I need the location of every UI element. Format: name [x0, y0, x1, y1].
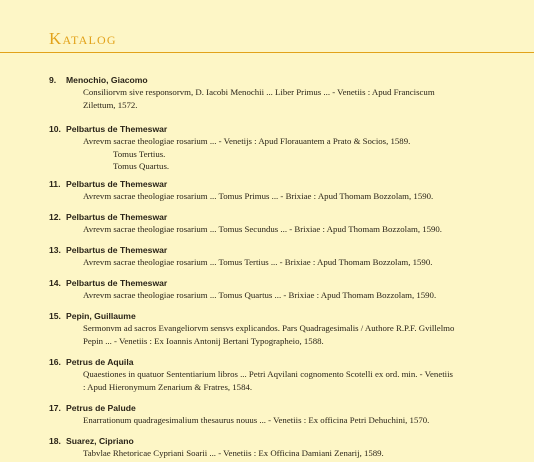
entry-number: 13. [49, 245, 61, 255]
entry-description [83, 86, 501, 111]
entry-line: Avrevm sacrae theologiae rosarium ... - Venetijs : Apud Florauantem a Prato & Socios, 1589. [83, 136, 411, 146]
entry-line: : Apud Hieronymum Zenarium & Fratres, 1584. [83, 381, 253, 392]
entry-author: Pelbartus de Themeswar [66, 212, 168, 222]
entry-number: 12. [49, 212, 61, 222]
entry-author: Pelbartus de Themeswar [66, 278, 168, 288]
entry-line: Quaestiones in quatuor Sententiarium libros ... Petri Aqvilani cognomento Scotelli ex ord. min. - Venetiis [83, 369, 453, 379]
entry-description [83, 368, 501, 393]
entry-number: 16. [49, 357, 61, 367]
entry-description [83, 322, 501, 347]
entry-author: Pelbartus de Themeswar [66, 124, 168, 134]
entry-author: Pelbartus de Themeswar [66, 245, 168, 255]
entry-description [83, 190, 501, 203]
page-title: Katalog [49, 29, 117, 48]
entry-line: Zilettum, 1572. [83, 99, 138, 110]
entry-author: Petrus de Aquila [66, 357, 134, 367]
entry-number: 9. [49, 75, 57, 85]
entry-author: Pepin, Guillaume [66, 311, 136, 321]
page-header [0, 0, 534, 74]
entry-number: 10. [49, 124, 61, 134]
entry-line: Consiliorvm sive responsorvm, D. Iacobi Menochii ... Liber Primus ... - Venetiis : Apud Franciscum [83, 87, 435, 97]
entry-author: Pelbartus de Themeswar [66, 179, 168, 189]
entry-description [83, 135, 501, 173]
entry-description [83, 223, 501, 236]
entry-number: 18. [49, 436, 61, 446]
entry-line: Avrevm sacrae theologiae rosarium ... Tomus Quartus ... - Brixiae : Apud Thomam Bozzolam, 1590. [83, 290, 437, 300]
entry-line: Tabvlae Rhetoricae Cypriani Soarii ... - Venetiis : Ex Officina Damiani Zenarij, 1589. [83, 448, 384, 458]
header-rule [0, 52, 534, 53]
entry-line: Avrevm sacrae theologiae rosarium ... Tomus Primus ... - Brixiae : Apud Thomam Bozzolam, 1590. [83, 191, 434, 201]
entry-line: Avrevm sacrae theologiae rosarium ... Tomus Tertius ... - Brixiae : Apud Thomam Bozzolam, 1590. [83, 257, 433, 267]
entry-description [83, 414, 501, 427]
entry-line: Avrevm sacrae theologiae rosarium ... Tomus Secundus ... - Brixiae : Apud Thomam Bozzolam, 1590. [83, 224, 443, 234]
entry-author: Petrus de Palude [66, 403, 136, 413]
entry-line: Tomus Tertius. [113, 148, 166, 159]
entry-number: 11. [49, 179, 61, 189]
entry-line: Enarrationum quadragesimalium thesaurus nouus ... - Venetiis : Ex officina Petri Dehuchini, 1570. [83, 415, 430, 425]
entry-number: 17. [49, 403, 61, 413]
entry-number: 14. [49, 278, 61, 288]
entry-number: 15. [49, 311, 61, 321]
entry-description [83, 447, 501, 460]
entry-description [83, 256, 501, 269]
entry-author: Menochio, Giacomo [66, 75, 148, 85]
entry-author: Suarez, Cipriano [66, 436, 134, 446]
entry-line: Sermonvm ad sacros Evangeliorvm sensvs explicandos. Pars Quadragesimalis / Authore R.P.F. Gvillelmo [83, 323, 455, 333]
entry-line: Pepin ... - Venetiis : Ex Ioannis Antonij Bertani Typographeio, 1588. [83, 335, 324, 346]
entry-description [83, 289, 501, 302]
entry-line: Tomus Quartus. [113, 161, 170, 171]
